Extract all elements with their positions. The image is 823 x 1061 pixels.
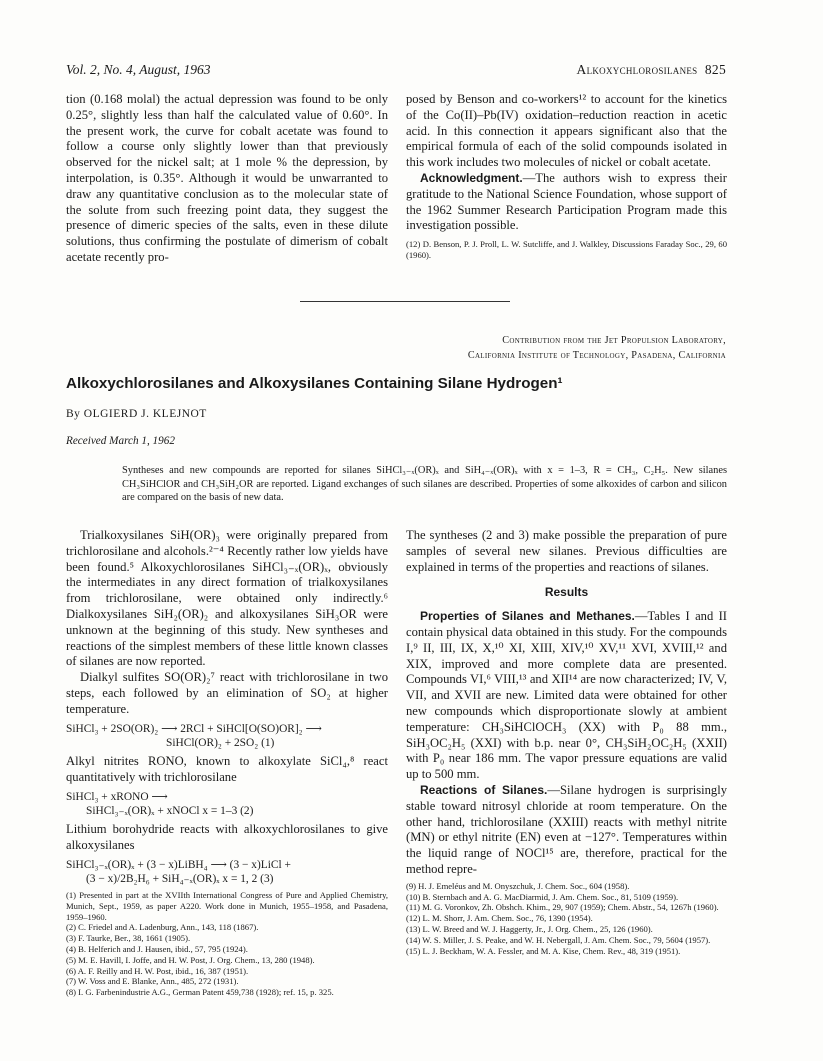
footnotes-right <box>406 881 727 957</box>
article-separator-rule <box>300 301 510 302</box>
properties-heading: Properties of Silanes and Methanes. <box>420 609 635 624</box>
footnote-12-previous: (12) D. Benson, P. J. Proll, L. W. Sutcliffe, and J. Walkley, Discussions Faraday Soc., 29, 60 (1960). <box>406 239 727 261</box>
footnote-item: (9) H. J. Emeléus and M. Onyszchuk, J. Chem. Soc., 604 (1958). <box>406 880 630 891</box>
contribution-line-1: Contribution from the Jet Propulsion Laboratory, <box>502 335 726 346</box>
contribution-line-2: California Institute of Technology, Pasadena, California <box>467 350 726 361</box>
footnote-item: (5) M. E. Havill, I. Joffe, and H. W. Post, J. Org. Chem., 13, 280 (1948). <box>66 954 315 965</box>
footnote-item: (14) W. S. Miller, J. S. Peake, and W. H. Nebergall, J. Am. Chem. Soc., 79, 5604 (1957). <box>406 934 711 945</box>
reactions-paragraph <box>406 783 727 878</box>
equation-3-line-2: (3 − x)/2B₂H₆ + SiH₄₋ₓ(OR)ₓ x = 1, 2 (3) <box>86 872 274 885</box>
previous-article-right-column <box>406 92 727 261</box>
acknowledgment-heading: Acknowledgment. <box>420 170 523 185</box>
reactions-heading: Reactions of Silanes. <box>420 782 548 797</box>
article-byline: By OLGIERD J. KLEJNOT <box>66 408 207 420</box>
page-number: 825 <box>704 62 726 77</box>
previous-article-text-left: tion (0.168 molal) the actual depression was found to be only 0.25°, slightly less than half the calculated value of 0.60°. In the present work, the curve for cobalt acetate was found to follow a course only slightly lower than that previously observed for the nickel salt; at 1 mole % the depression, by interpolation, is 0.35°. Although it would be unwarranted to draw any quantitative conclusion as to the molecular state of the solute from such freezing point data, they suggest the presence of dimeric species of the salts, even in these dilute solutions, thus confirming the postulate of dimerism of cobalt acetate recently pro- <box>66 92 388 264</box>
properties-paragraph <box>406 609 727 783</box>
footnote-item: (11) M. G. Voronkov, Zh. Obshch. Khim., 29, 907 (1959); Chem. Abstr., 54, 1267h (1960). <box>406 902 719 913</box>
footnote-item: (13) L. W. Breed and W. J. Haggerty, Jr., J. Org. Chem., 25, 126 (1960). <box>406 923 653 934</box>
equation-3-line-1: SiHCl₃₋ₓ(OR)ₓ + (3 − x)LiBH₄ ⟶ (3 − x)LiCl + <box>66 858 291 871</box>
article-left-column <box>66 528 388 998</box>
footnote-item: (15) L. J. Beckham, W. A. Fessler, and M. A. Kise, Chem. Rev., 48, 319 (1951). <box>406 945 681 956</box>
intro-paragraph-2: Dialkyl sulfites SO(OR)₂⁷ react with trichlorosilane in two steps, each followed by an elimination of SO₂ at higher temperature. <box>66 670 388 716</box>
footnote-item: (6) A. F. Reilly and H. W. Post, ibid., 16, 387 (1951). <box>66 965 249 976</box>
footnotes-left <box>66 890 388 998</box>
acknowledgment-paragraph <box>406 171 727 234</box>
article-abstract: Syntheses and new compounds are reported for silanes SiHCl₃₋ₓ(OR)ₓ and SiH₄₋ₓ(OR)ₓ with x = 1–3, R = CH₃, C₂H₅. New silanes CH₃SiHClOR and CH₃SiH₂OR are reported. Ligand exchanges of such silanes are described. Properties of some alkoxides of carbon and silicon are compared on the basis of new data. <box>122 465 727 503</box>
running-header-right <box>577 62 726 78</box>
footnote-item: (10) B. Sternbach and A. G. MacDiarmid, J. Am. Chem. Soc., 81, 5109 (1959). <box>406 891 679 902</box>
footnote-item: (12) L. M. Shorr, J. Am. Chem. Soc., 76, 1390 (1954). <box>406 913 593 924</box>
properties-text: —Tables I and II contain physical data obtained in this study. For the compounds I,⁹ II, III, IX, X,¹⁰ XI, XIII, XIV,¹⁰ XV,¹¹ XVI, XVIII,¹² and XIX, improved and more complete data are presented. Compounds VI,⁶ VIII,¹³ and XII¹⁴ are now characterized; IV, V, VII, and XVII are new. Limited data were obtained for other new compounds which disproportionate slowly at ambient temperature: CH₃SiHClOCH₃ (XX) with P₀ 88 mm., SiH₃OC₂H₅ (XXI) with b.p. near 0°, CH₃SiH₂OC₂H₅ (XXII) with P₀ near 186 mm. The vapor pressure equations are valid up to 500 mm. <box>406 609 727 782</box>
intro-paragraph-3: Alkyl nitrites RONO, known to alkoxylate SiCl₄,⁸ react quantitatively with trichlorosilane <box>66 753 388 784</box>
intro-paragraph-4: Lithium borohydride reacts with alkoxychlorosilanes to give alkoxysilanes <box>66 821 388 852</box>
article-title: Alkoxychlorosilanes and Alkoxysilanes Containing Silane Hydrogen¹ <box>66 375 563 392</box>
acknowledgment-text: —The authors wish to express their gratitude to the National Science Foundation, whose support of the 1962 Summer Research Participation Program made this investigation possible. <box>406 170 727 233</box>
equation-1 <box>66 722 388 750</box>
equation-2-line-1: SiHCl₃ + xRONO ⟶ <box>66 790 168 803</box>
footnote-item: (3) F. Taurke, Ber., 38, 1661 (1905). <box>66 933 191 944</box>
footnote-item: (7) W. Voss and E. Blanke, Ann., 485, 272 (1931). <box>66 976 239 987</box>
equation-3 <box>66 858 388 886</box>
section-heading-results: Results <box>544 585 589 600</box>
received-date: Received March 1, 1962 <box>66 435 175 447</box>
footnote-item: (2) C. Friedel and A. Ladenburg, Ann., 143, 118 (1867). <box>66 922 259 933</box>
equation-1-line-2: SiHCl(OR)₂ + 2SO₂ (1) <box>166 736 275 749</box>
footnote-item: (8) I. G. Farbenindustrie A.G., German Patent 459,738 (1928); ref. 15, p. 325. <box>66 987 334 998</box>
contribution-affiliation <box>468 333 726 363</box>
reactions-text: —Silane hydrogen is surprisingly stable toward nitrosyl chloride at room temperature. On the other hand, trichlorosilane (XXIII) reacts with methyl nitrite (MN) or ethyl nitrite (EN) even at −127°. Temperatures within the liquid range of NOCl¹⁵ are, therefore, practical for the method repre- <box>406 782 727 876</box>
footnote-item: (1) Presented in part at the XVIIth International Congress of Pure and Applied Chemistry, Munich, Sept., 1959, as paper A220. Work done in Munich, 1955–1958, and Pasadena, 1959–1960. <box>66 889 388 922</box>
previous-article-text-right: posed by Benson and co-workers¹² to account for the kinetics of the Co(II)–Pb(IV) oxidation–reduction reaction in acetic acid. In this connection it appears significant also that the empirical formula of each of the solid compounds isolated in this work includes two molecules of nickel or cobalt acetate. <box>406 92 727 170</box>
equation-2-line-2: SiHCl₃₋ₓ(OR)ₓ + xNOCl x = 1–3 (2) <box>86 804 254 817</box>
equation-2 <box>66 790 388 818</box>
running-header-title: Alkoxychlorosilanes <box>576 62 698 77</box>
intro-paragraph-5: The syntheses (2 and 3) make possible the preparation of pure samples of several new silanes. Previous difficulties are explained in terms of the properties and reactions of silanes. <box>406 528 727 574</box>
footnote-item: (4) B. Helferich and J. Hausen, ibid., 57, 795 (1924). <box>66 943 248 954</box>
article-right-column <box>406 528 727 956</box>
previous-article-left-column <box>66 92 388 266</box>
intro-paragraph-1: Trialkoxysilanes SiH(OR)₃ were originally prepared from trichlorosilane and alcohols.²⁻⁴ Recently rather low yields have been found.⁵ Alkoxychlorosilanes SiHCl₃₋ₓ(OR)ₓ, obviously the intermediates in any direct formation of trialkoxysilanes from trichlorosilane, were obtained only indirectly.⁶ Dialkoxysilanes SiH₂(OR)₂ and alkoxysilanes SiH₃OR were unknown at the beginning of this study. New syntheses and reactions of the simplest members of these little known classes of silanes are now reported. <box>66 528 388 669</box>
running-header-volume: Vol. 2, No. 4, August, 1963 <box>66 62 211 77</box>
equation-1-line-1: SiHCl₃ + 2SO(OR)₂ ⟶ 2RCl + SiHCl[O(SO)OR]₂ ⟶ <box>66 722 322 735</box>
